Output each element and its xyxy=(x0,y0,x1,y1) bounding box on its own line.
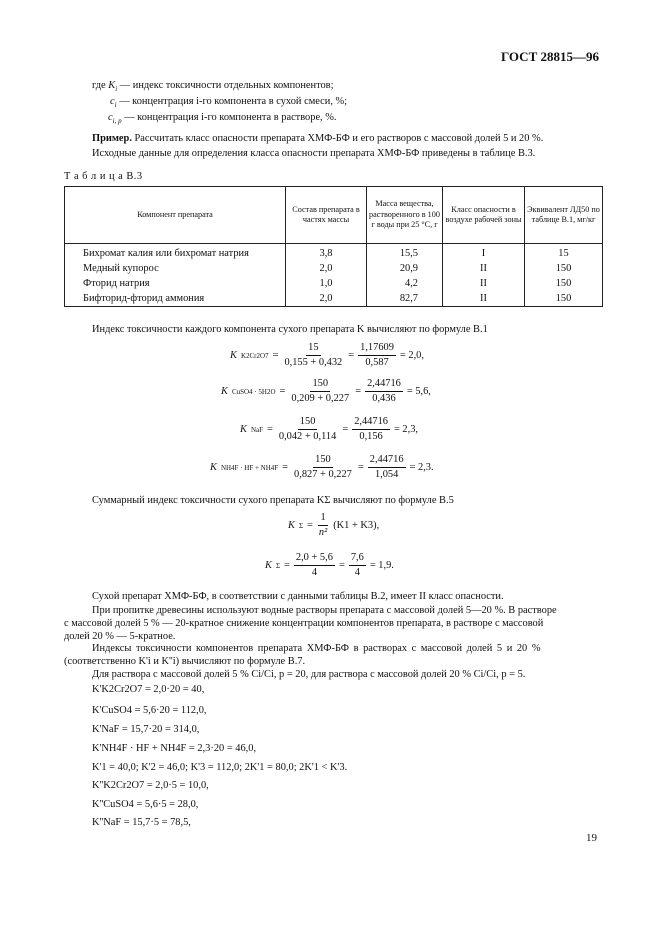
numerator: 2,44716 xyxy=(352,416,390,430)
legend-line-1 xyxy=(92,79,333,96)
fraction xyxy=(365,378,403,405)
header-component: Компонент препарата xyxy=(65,187,286,244)
paragraph-formula-b1: Индекс токсичности каждого компонента сухого препарата K вычисляют по формуле В.1 xyxy=(92,324,488,335)
legend-subscript: i, p xyxy=(112,117,122,125)
cell-equiv: 15 xyxy=(525,244,603,262)
legend-text: — концентрация i-го компонента в растворе, %. xyxy=(124,112,337,123)
numerator: 2,44716 xyxy=(365,378,403,392)
numerator: 1 xyxy=(318,512,327,526)
cell-hazard: II xyxy=(443,261,525,276)
numerator: 2,44716 xyxy=(368,454,406,468)
formula-cuso4 xyxy=(221,378,431,405)
fraction xyxy=(282,342,344,369)
cell-composition: 2,0 xyxy=(286,291,367,307)
fraction xyxy=(368,454,406,481)
numerator: 150 xyxy=(313,454,333,468)
calc-line: K'K2Cr2O7 = 2,0·20 = 40, xyxy=(92,684,205,695)
sigma-subscript: Σ xyxy=(275,561,281,570)
legend-text: — концентрация i-го компонента в сухой смеси, %; xyxy=(119,96,348,107)
cell-component: Бифторид-фторид аммония xyxy=(65,291,286,307)
k-symbol: K xyxy=(288,520,295,531)
paragraph-line: Индексы токсичности компонентов препарата ХМФ-БФ в растворах с массовой долей 5 и 20 % xyxy=(92,643,541,654)
formula-sum-general xyxy=(288,512,379,539)
k-symbol: K xyxy=(221,386,228,397)
page-number: 19 xyxy=(586,832,597,844)
formula-result: = 5,6, xyxy=(406,386,431,397)
denominator: 0,156 xyxy=(359,431,383,442)
denominator: 0,155 + 0,432 xyxy=(284,357,343,368)
example-line-1 xyxy=(92,132,543,145)
fraction xyxy=(358,342,396,369)
numerator: 15 xyxy=(306,342,320,356)
cell-mass: 15,5 xyxy=(367,244,443,262)
calc-line: K''K2Cr2O7 = 2,0·5 = 10,0, xyxy=(92,780,209,791)
formula-rest: (K1 + K3), xyxy=(333,520,380,531)
equals-sign: = xyxy=(272,350,279,361)
legend-line-2 xyxy=(110,95,347,112)
example-line-2: Исходные данные для определения класса опасности препарата ХМФ-БФ приведены в таблице В.3. xyxy=(92,148,536,159)
formula-result: = 1,9. xyxy=(369,560,394,571)
fraction xyxy=(349,552,366,579)
table-row xyxy=(65,244,603,262)
formula-lhs: K2Cr2O7 xyxy=(240,351,269,360)
equals-sign: = xyxy=(267,424,273,435)
formula-nh4f xyxy=(210,454,434,481)
denominator: n² xyxy=(318,527,328,538)
denominator: 0,827 + 0,227 xyxy=(294,469,352,480)
cell-hazard: II xyxy=(443,276,525,291)
fraction xyxy=(317,512,329,539)
legend-subscript: i xyxy=(115,85,118,93)
legend-text: — индекс токсичности отдельных компонентов; xyxy=(119,80,334,91)
denominator: 0,042 + 0,114 xyxy=(278,431,337,442)
example-text: Рассчитать класс опасности препарата ХМФ-БФ и его растворов с массовой долей 5 и 20 %. xyxy=(131,133,544,144)
formula-lhs: CuSO4 · 5H2O xyxy=(231,387,276,396)
calc-line: K''NaF = 15,7·5 = 78,5, xyxy=(92,817,191,828)
table-row xyxy=(65,261,603,276)
cell-component: Фторид натрия xyxy=(65,276,286,291)
denominator: 0,587 xyxy=(365,357,389,368)
equals-sign: = xyxy=(348,350,355,361)
calc-line: K'NH4F · HF + NH4F = 2,3·20 = 46,0, xyxy=(92,743,257,754)
cell-component: Бихромат калия или бихромат натрия xyxy=(65,244,286,262)
equals-sign: = xyxy=(279,386,286,397)
denominator: 4 xyxy=(354,567,360,578)
table-caption: Т а б л и ц а В.3 xyxy=(64,171,143,182)
legend-symbol: K xyxy=(108,80,116,91)
formula-k2cr2o7 xyxy=(230,342,424,369)
cell-composition: 2,0 xyxy=(286,261,367,276)
header-equiv: Эквивалент ЛД50 по таблице В.1, мг/кг xyxy=(525,187,603,244)
legend-line-3 xyxy=(108,111,337,128)
equals-sign: = xyxy=(357,462,364,473)
header-hazard: Класс опасности в воздухе рабочей зоны xyxy=(443,187,525,244)
legend-symbol: c xyxy=(110,96,115,107)
formula-result: = 2,3. xyxy=(409,462,434,473)
formula-lhs: NaF xyxy=(250,425,263,434)
formula-lhs: NH4F · HF + NH4F xyxy=(220,463,279,472)
legend-symbol: c xyxy=(108,112,113,123)
formula-result: = 2,3, xyxy=(393,424,419,435)
cell-equiv: 150 xyxy=(525,291,603,307)
paragraph-line: с массовой долей 5 % — 20-кратное снижение концентрации компонентов препарата, в растворе с массовой xyxy=(64,618,544,629)
table-header-row xyxy=(65,187,603,244)
k-symbol: K xyxy=(210,462,217,473)
cell-composition: 3,8 xyxy=(286,244,367,262)
fraction xyxy=(294,552,335,579)
components-table xyxy=(64,186,603,307)
cell-component: Медный купорос xyxy=(65,261,286,276)
paragraph-line: (соответственно K'i и K''i) вычисляют по формуле В.7. xyxy=(64,656,306,667)
fraction xyxy=(352,416,390,443)
fraction xyxy=(292,454,354,481)
equals-sign: = xyxy=(342,424,349,435)
numerator: 1,17609 xyxy=(358,342,396,356)
standard-number: ГОСТ 28815—96 xyxy=(500,49,599,64)
cell-equiv: 150 xyxy=(525,261,603,276)
paragraph-formula-b5: Суммарный индекс токсичности сухого препарата KΣ вычисляют по формуле В.5 xyxy=(92,495,454,506)
cell-equiv: 150 xyxy=(525,276,603,291)
denominator: 1,054 xyxy=(374,469,399,480)
header-mass: Масса вещества, растворенного в 100 г воды при 25 °С, г xyxy=(367,187,443,244)
formula-naf xyxy=(240,416,418,443)
paragraph-line: Для раствора с массовой долей 5 % Ci/Ci, p = 20, для раствора с массовой долей 20 % Ci/Ci, p = 5. xyxy=(92,669,526,680)
cell-hazard: II xyxy=(443,291,525,307)
table-row xyxy=(65,276,603,291)
equals-sign: = xyxy=(284,560,290,571)
header-composition: Состав препарата в частях массы xyxy=(286,187,367,244)
calc-line: K'CuSO4 = 5,6·20 = 112,0, xyxy=(92,705,207,716)
calc-line: K'1 = 40,0; K'2 = 46,0; K'3 = 112,0; 2K'1 = 80,0; 2K'1 < K'3. xyxy=(92,762,348,773)
numerator: 7,6 xyxy=(349,552,366,566)
sigma-subscript: Σ xyxy=(298,521,304,530)
paragraph-line: Сухой препарат ХМФ-БФ, в соответствии с данными таблицы В.2, имеет II класс опасности. xyxy=(92,591,504,602)
legend-prefix: где xyxy=(92,80,106,91)
numerator: 2,0 + 5,6 xyxy=(294,552,335,566)
cell-mass: 82,7 xyxy=(367,291,443,307)
k-symbol: K xyxy=(240,424,247,435)
legend-subscript: i xyxy=(114,101,117,109)
calc-line: K''CuSO4 = 5,6·5 = 28,0, xyxy=(92,799,199,810)
numerator: 150 xyxy=(298,416,318,430)
equals-sign: = xyxy=(307,520,313,531)
example-label: Пример. xyxy=(92,133,132,144)
numerator: 150 xyxy=(310,378,330,392)
denominator: 0,209 + 0,227 xyxy=(291,393,350,404)
calc-line: K'NaF = 15,7·20 = 314,0, xyxy=(92,724,200,735)
fraction xyxy=(289,378,351,405)
formula-sum-value xyxy=(265,552,394,579)
denominator: 0,436 xyxy=(372,393,396,404)
cell-composition: 1,0 xyxy=(286,276,367,291)
k-symbol: K xyxy=(265,560,272,571)
formula-result: = 2,0, xyxy=(399,350,424,361)
cell-hazard: I xyxy=(443,244,525,262)
fraction xyxy=(277,416,338,443)
table-row xyxy=(65,291,603,307)
cell-mass: 20,9 xyxy=(367,261,443,276)
k-symbol: K xyxy=(230,350,237,361)
paragraph-line: долей 20 % — 5-кратное. xyxy=(64,631,176,642)
equals-sign: = xyxy=(355,386,362,397)
equals-sign: = xyxy=(282,462,289,473)
paragraph-line: При пропитке древесины используют водные растворы препарата с массовой долей 5—20 %. В растворе xyxy=(92,605,557,616)
cell-mass: 4,2 xyxy=(367,276,443,291)
denominator: 4 xyxy=(311,567,318,578)
equals-sign: = xyxy=(338,560,345,571)
